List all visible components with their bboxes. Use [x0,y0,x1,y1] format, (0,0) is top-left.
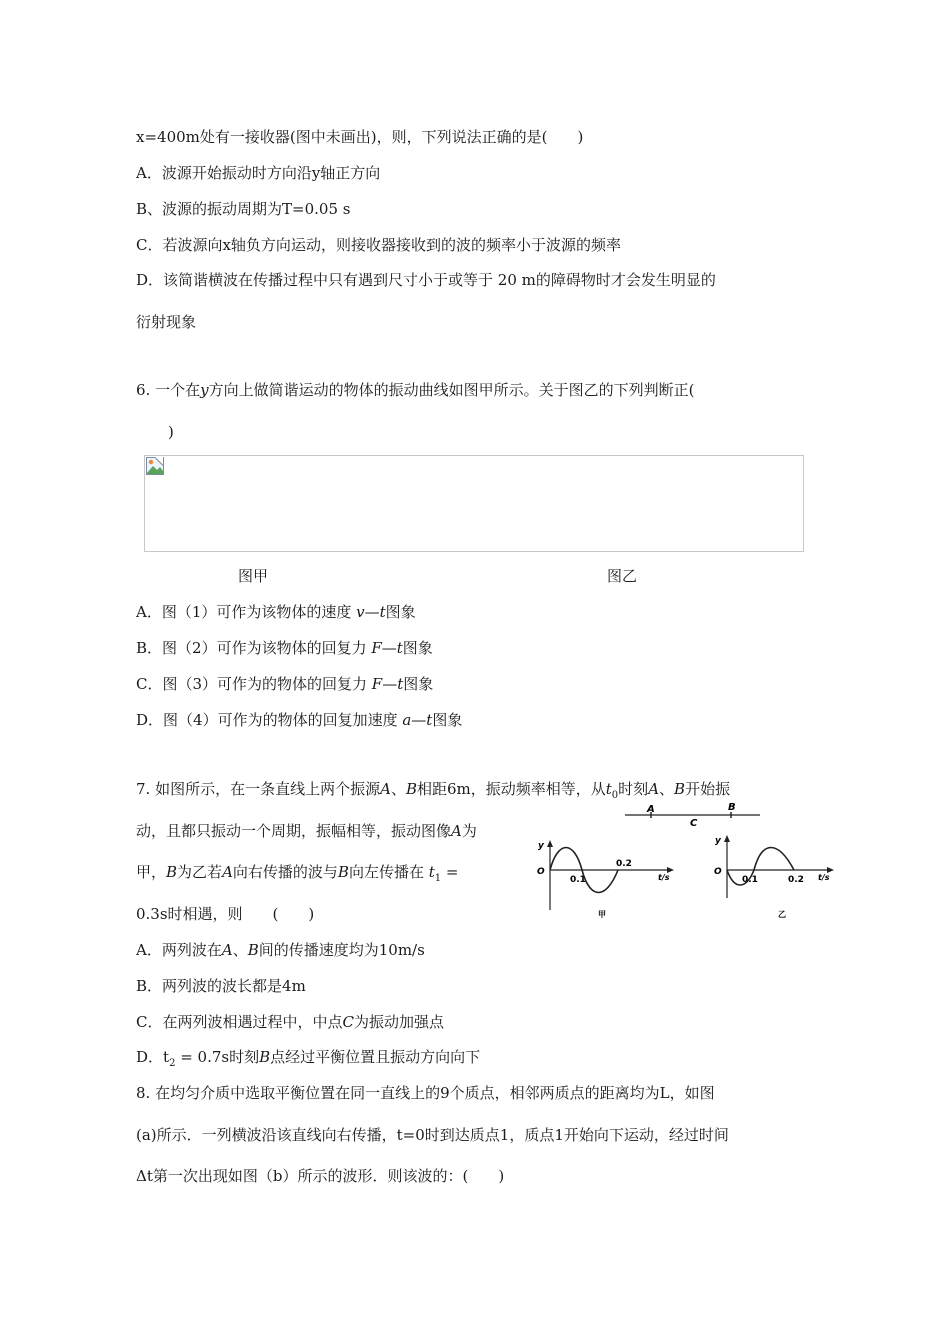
q7-right-y-label: y [715,836,721,846]
q7-sep: 、 [390,780,406,798]
q6-caption-right: 图乙 [607,567,638,585]
q7-line3-var-b2: B [337,863,349,881]
q6-number: 6. [136,381,156,399]
q7-label-a: A [647,804,655,815]
q7-left-tick-1: 0.1 [570,875,586,885]
q6-option-d-post: 图象 [432,711,463,729]
q7-sep2: 、 [659,780,675,798]
q6-option-c-text: C．图（3）可作为的物体的回复力 [136,675,372,693]
q7-left-origin: O [537,867,545,877]
q7-option-a-v2: B [247,941,259,959]
q7-right-t-label: t/s [818,873,830,882]
q6-option-a [136,602,416,622]
q7-option-c-post: 为振动加强点 [353,1013,444,1031]
q7-var-t1: t [428,863,435,881]
q7-line1-text-c: 时刻 [618,780,649,798]
q5-option-d-cont: 衍射现象 [136,313,197,331]
q7-option-d-v1: B [259,1048,271,1066]
q7-option-d-sub: 2 [169,1058,176,1069]
q7-option-c-v1: C [342,1013,354,1031]
q7-option-c [136,1012,444,1032]
q7-right-caption: 乙 [778,910,786,919]
q6-option-d-text: D．图（4）可作为的物体的回复加速度 [136,711,403,729]
q5-option-a: A．波源开始振动时方向沿y轴正方向 [136,164,381,182]
q7-line3-text-c: 向左传播在 [348,863,429,881]
q7-option-a-text: A．两列波在 [136,941,222,959]
q8-line1: 8. 在均匀介质中选取平衡位置在同一直线上的9个质点，相邻两质点的距离均为L，如图 [136,1084,715,1102]
q6-option-c [136,674,433,694]
q6-stem-close: ) [168,423,174,441]
q7-graph-left [537,840,674,919]
q7-var-b2: B [674,780,686,798]
q6-option-d-var2: t [426,711,433,729]
q7-option-b: B．两列波的波长都是4m [136,977,306,995]
q7-right-tick-1: 0.1 [742,875,758,885]
q7-option-a [136,940,425,960]
q5-stem-tail: x=400m处有一接收器(图中未画出)，则，下列说法正确的是( ) [136,128,584,146]
q6-option-b-text: B．图（2）可作为该物体的回复力 [136,639,372,657]
q7-left-caption: 甲 [598,910,606,919]
q7-option-d [136,1047,480,1074]
q7-line2-text: 动，且都只振动一个周期，振幅相等，振动图像 [136,822,452,840]
q7-line3-text-b: 向右传播的波与 [232,863,338,881]
q7-option-a-mid: 、 [232,941,248,959]
q7-line3: 甲，B为乙若A向右传播的波与B向左传播在 $t_1$ = [136,863,459,884]
q6-option-b-post: 图象 [402,639,433,657]
q6-option-c-post: 图象 [403,675,434,693]
q7-option-d-post: 点经过平衡位置且振动方向向下 [270,1048,481,1066]
q7-right-tick-2: 0.2 [788,875,804,885]
q5-option-d: D．该简谐横波在传播过程中只有遇到尺寸小于或等于 20 m的障碍物时才会发生明显的 [136,271,716,289]
q7-option-c-text: C．在两列波相遇过程中，中点 [136,1013,343,1031]
q7-option-d-mid: = 0.7s时刻 [175,1048,260,1066]
q6-option-b-var1: F [371,639,382,657]
q7-line1-text: 7. 如图所示，在一条直线上两个振源 [136,780,381,798]
q7-t0-sub: 0 [611,790,619,801]
broken-image-placeholder [144,455,804,552]
q7-line2-var-a: A [451,822,462,840]
q7-line2-text-b: 为 [461,822,477,840]
q7-line3-text: 为乙若 [177,863,223,881]
q7-line3-text-d: = [441,863,459,881]
q7-line1-text-b: 相距6m，振动频率相等，从 [416,780,606,798]
q6-option-b-dash: — [381,639,397,657]
q6-stem [136,380,694,400]
q6-option-d-var1: a [402,711,412,729]
q6-option-b [136,638,433,658]
q7-var-a: A [380,780,391,798]
q6-option-a-var2: t [379,603,386,621]
q7-option-d-text: D．t [136,1048,170,1066]
broken-image-icon [146,457,164,475]
q5-option-c: C．若波源向x轴负方向运动，则接收器接收到的波的频率小于波源的频率 [136,236,621,254]
q5-option-b: B、波源的振动周期为T=0.05 s [136,200,351,218]
q6-option-a-dash: — [364,603,380,621]
q7-left-tick-2: 0.2 [616,859,632,869]
q6-option-c-var1: F [371,675,383,693]
q6-caption-left: 图甲 [238,567,269,585]
q6-stem-a: 一个在 [155,381,201,399]
q7-line3-var-a: A [222,863,233,881]
q7-option-a-v1: A [221,941,233,959]
q8-line3: Δt第一次出现如图（b）所示的波形．则该波的：( ) [136,1167,505,1185]
q6-stem-b: 方向上做简谐运动的物体的振动曲线如图甲所示。关于图乙的下列判断正( [208,381,695,399]
q8-line2: (a)所示．一列横波沿该直线向右传播，t=0时到达质点1，质点1开始向下运动，经过时间 [136,1126,729,1144]
q6-option-a-post: 图象 [385,603,416,621]
q6-option-c-var2: t [397,675,404,693]
q7-left-t-label: t/s [658,873,670,882]
q7-var-t0: t [605,780,612,798]
q7-line1-text-d: 开始振 [685,780,731,798]
q7-right-origin: O [714,867,722,877]
q7-option-a-post: 间的传播速度均为10m/s [258,941,425,959]
q6-option-d [136,710,462,730]
q7-graph-right [714,835,834,919]
q7-line2 [136,821,477,841]
q7-t1-sub: 1 [434,873,442,884]
q6-option-a-var1: v [356,603,365,621]
q7-line3-var-b: B [166,863,178,881]
q6-var-y: y [200,381,209,399]
q7-label-c: C [690,818,698,829]
q7-var-a2: A [648,780,660,798]
q7-right-wave [727,848,794,886]
q7-figure [530,800,840,920]
q6-option-d-dash: — [411,711,427,729]
q7-label-b: B [728,802,736,813]
q6-option-c-dash: — [382,675,398,693]
q6-option-a-text: A．图（1）可作为该物体的速度 [136,603,357,621]
q7-left-y-label: y [538,841,544,851]
q6-option-b-var2: t [396,639,403,657]
q7-var-b: B [405,780,417,798]
q7-line4: 0.3s时相遇，则 ( ) [136,905,315,923]
